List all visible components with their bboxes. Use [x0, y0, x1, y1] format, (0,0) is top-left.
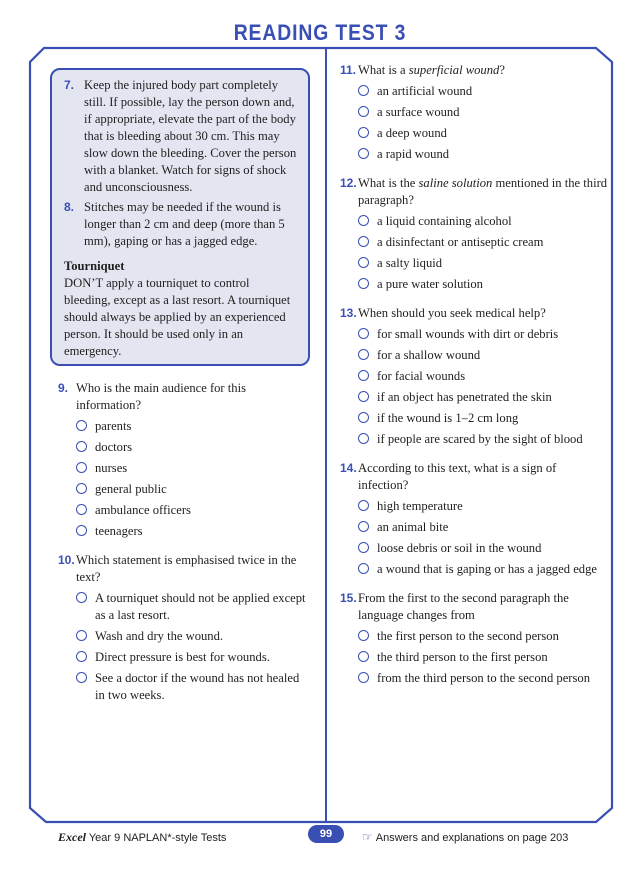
radio-button-icon[interactable]: [358, 651, 369, 662]
answer-option[interactable]: from the third person to the second person: [340, 670, 608, 687]
answer-option[interactable]: A tourniquet should not be applied except as a last resort.: [58, 590, 308, 624]
pointing-hand-icon: ☞: [362, 830, 373, 844]
footer-book-title: Excel Year 9 NAPLAN*-style Tests: [58, 830, 227, 844]
answer-option[interactable]: the first person to the second person: [340, 628, 608, 645]
question-14: 14. According to this text, what is a sign of infection? high temperature an animal bite loose debris or soil in the wound a wound that is gaping or has a jagged edge: [340, 460, 608, 578]
page-title: READING TEST 3: [233, 20, 407, 45]
answer-option[interactable]: Direct pressure is best for wounds.: [58, 649, 308, 666]
footer-answers-note: ☞ Answers and explanations on page 203: [362, 830, 569, 844]
tourniquet-heading: Tourniquet: [64, 259, 125, 273]
radio-button-icon[interactable]: [358, 563, 369, 574]
answer-option[interactable]: ambulance officers: [58, 502, 308, 519]
question-12: 12. What is the saline solution mentioned in the third paragraph? a liquid containing alcohol a disinfectant or antiseptic cream a salty liquid a pure water solution: [340, 176, 608, 291]
answer-option[interactable]: loose debris or soil in the wound: [340, 540, 608, 557]
radio-button-icon[interactable]: [358, 672, 369, 683]
radio-button-icon[interactable]: [358, 257, 369, 268]
answer-option[interactable]: the third person to the first person: [340, 649, 608, 666]
radio-button-icon[interactable]: [358, 106, 369, 117]
radio-button-icon[interactable]: [76, 525, 87, 536]
question-stem: According to this text, what is a sign of infection?: [358, 461, 557, 492]
radio-button-icon[interactable]: [76, 462, 87, 473]
radio-button-icon[interactable]: [358, 412, 369, 423]
info-item-7: 7. Keep the injured body part completely still. If possible, lay the person down and, if appropriate, elevate the part of the body that is bleeding about 30 cm. This may slow down the bleeding. Cover the person with a blanket. Watch for signs of shock and unconsciousness.: [64, 78, 297, 194]
answer-option[interactable]: a disinfectant or antiseptic cream: [340, 234, 608, 251]
question-9: 9. Who is the main audience for this information? parents doctors nurses general public ambulance officers teenagers: [58, 380, 308, 540]
radio-button-icon[interactable]: [358, 391, 369, 402]
radio-button-icon[interactable]: [358, 630, 369, 641]
right-column-questions: [340, 62, 608, 699]
answer-option[interactable]: if the wound is 1–2 cm long: [340, 410, 608, 427]
radio-button-icon[interactable]: [76, 630, 87, 641]
answer-option[interactable]: for a shallow wound: [340, 347, 608, 364]
radio-button-icon[interactable]: [358, 85, 369, 96]
answer-option[interactable]: an artificial wound: [340, 83, 608, 100]
radio-button-icon[interactable]: [358, 500, 369, 511]
tourniquet-paragraph: DON’T apply a tourniquet to control bleeding, except as a last resort. A tourniquet should always be applied by an experienced person. It should be used only in an emergency.: [64, 276, 291, 358]
radio-button-icon[interactable]: [76, 504, 87, 515]
answer-option[interactable]: high temperature: [340, 498, 608, 515]
question-stem: Who is the main audience for this information?: [76, 381, 246, 412]
question-stem: From the first to the second paragraph the language changes from: [358, 591, 569, 622]
question-stem: Which statement is emphasised twice in the text?: [76, 553, 297, 584]
radio-button-icon[interactable]: [358, 148, 369, 159]
answer-option[interactable]: a wound that is gaping or has a jagged edge: [340, 561, 608, 578]
question-11: 11. What is a superficial wound? an artificial wound a surface wound a deep wound a rapid wound: [340, 62, 608, 163]
radio-button-icon[interactable]: [76, 592, 87, 603]
radio-button-icon[interactable]: [358, 370, 369, 381]
radio-button-icon[interactable]: [76, 420, 87, 431]
answer-option[interactable]: a liquid containing alcohol: [340, 213, 608, 230]
answer-option[interactable]: See a doctor if the wound has not healed in two weeks.: [58, 670, 308, 704]
answer-option[interactable]: Wash and dry the wound.: [58, 628, 308, 645]
question-stem: When should you seek medical help?: [358, 306, 546, 320]
answer-option[interactable]: an animal bite: [340, 519, 608, 536]
answer-option[interactable]: if people are scared by the sight of blood: [340, 431, 608, 448]
radio-button-icon[interactable]: [358, 349, 369, 360]
radio-button-icon[interactable]: [358, 215, 369, 226]
answer-option[interactable]: a surface wound: [340, 104, 608, 121]
radio-button-icon[interactable]: [76, 651, 87, 662]
radio-button-icon[interactable]: [76, 672, 87, 683]
answer-option[interactable]: nurses: [58, 460, 308, 477]
question-13: 13. When should you seek medical help? for small wounds with dirt or debris for a shallow wound for facial wounds if an object has penetrated the skin if the wound is 1–2 cm long if people are scared by the sight of blood: [340, 305, 608, 448]
answer-option[interactable]: a rapid wound: [340, 146, 608, 163]
answer-option[interactable]: for facial wounds: [340, 368, 608, 385]
question-15: 15. From the first to the second paragraph the language changes from the first person to the second person the third person to the first person from the third person to the second person: [340, 590, 608, 687]
radio-button-icon[interactable]: [358, 236, 369, 247]
radio-button-icon[interactable]: [76, 441, 87, 452]
answer-option[interactable]: doctors: [58, 439, 308, 456]
answer-option[interactable]: parents: [58, 418, 308, 435]
radio-button-icon[interactable]: [358, 542, 369, 553]
brand-logo: Excel: [58, 830, 86, 844]
answer-option[interactable]: a deep wound: [340, 125, 608, 142]
radio-button-icon[interactable]: [358, 127, 369, 138]
radio-button-icon[interactable]: [358, 278, 369, 289]
answer-option[interactable]: if an object has penetrated the skin: [340, 389, 608, 406]
info-item-8: 8. Stitches may be needed if the wound is longer than 2 cm and deep (more than 5 mm), gaping or has a jagged edge.: [64, 200, 285, 248]
radio-button-icon[interactable]: [358, 433, 369, 444]
answer-option[interactable]: general public: [58, 481, 308, 498]
radio-button-icon[interactable]: [358, 328, 369, 339]
answer-option[interactable]: for small wounds with dirt or debris: [340, 326, 608, 343]
answer-option[interactable]: teenagers: [58, 523, 308, 540]
radio-button-icon[interactable]: [76, 483, 87, 494]
answer-option[interactable]: a salty liquid: [340, 255, 608, 272]
page-number-badge: 99: [308, 825, 344, 843]
question-10: 10. Which statement is emphasised twice in the text? A tourniquet should not be applied except as a last resort. Wash and dry the wound. Direct pressure is best for wounds. See a doctor if the wound has not healed in two weeks.: [58, 552, 308, 704]
left-column-questions: [58, 380, 308, 716]
answer-option[interactable]: a pure water solution: [340, 276, 608, 293]
radio-button-icon[interactable]: [358, 521, 369, 532]
info-box: [50, 68, 310, 366]
